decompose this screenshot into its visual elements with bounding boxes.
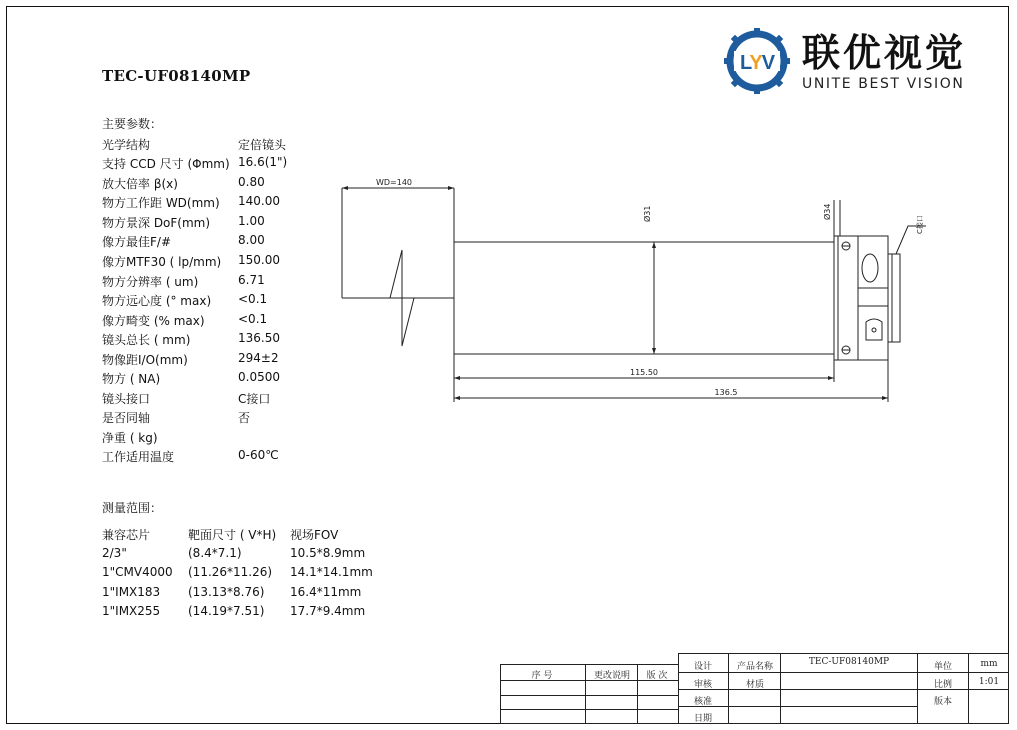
title-block-rev-desc: 更改说明 <box>593 671 631 681</box>
svg-text:LYV: LYV <box>739 52 775 74</box>
spec-value: 6.71 <box>238 273 265 287</box>
spec-label: 镜头总长 ( mm) <box>102 333 191 347</box>
lock-screw <box>866 319 882 340</box>
flange-diameter-label: Ø34 <box>823 203 832 220</box>
measurement-cell: 1"IMX183 <box>102 585 161 599</box>
spec-value: 150.00 <box>238 253 280 267</box>
measurement-cell: 1"CMV4000 <box>102 565 173 579</box>
spec-value: 136.50 <box>238 331 280 345</box>
spec-value: <0.1 <box>238 292 268 306</box>
title-block-date: 日期 <box>693 714 713 724</box>
spec-label: 物方 ( NA) <box>102 372 161 386</box>
spec-value: 定倍镜头 <box>238 138 287 152</box>
measurement-cell: (11.26*11.26) <box>188 565 273 579</box>
spec-label: 净重 ( kg) <box>102 431 158 445</box>
measurement-header: 靶面尺寸 ( V*H) <box>188 528 277 542</box>
wd-label: WD=140 <box>375 178 413 187</box>
spec-label: 是否同轴 <box>102 411 151 425</box>
measurement-cell: 1"IMX255 <box>102 604 161 618</box>
c-mount-thread <box>888 254 900 342</box>
title-block-version-label: 版本 <box>933 697 953 707</box>
measurement-header: 视场FOV <box>290 528 339 542</box>
spec-label: 像方MTF30 ( lp/mm) <box>102 255 222 269</box>
spec-label: 工作适用温度 <box>102 450 175 464</box>
spec-label: 物方远心度 (° max) <box>102 294 212 308</box>
logo-english-name: UNITE BEST VISION <box>802 76 965 92</box>
title-block-rev-seq: 序 号 <box>531 671 553 681</box>
mount-label: C接口 <box>916 215 924 234</box>
measurement-cell: 17.7*9.4mm <box>290 604 366 618</box>
title-block-design: 设计 <box>693 662 713 672</box>
model-title: TEC-UF08140MP <box>102 67 251 85</box>
spec-label: 物方分辨率 ( um) <box>102 275 199 289</box>
company-logo <box>720 26 990 96</box>
measurement-cell: 16.4*11mm <box>290 585 362 599</box>
spec-label: 像方最佳F/# <box>102 235 172 249</box>
spec-value: 0.0500 <box>238 370 280 384</box>
measurement-cell: 14.1*14.1mm <box>290 565 373 579</box>
measurement-cell: (8.4*7.1) <box>188 546 242 560</box>
spec-value: 否 <box>238 411 251 425</box>
adjust-ring <box>862 254 878 282</box>
spec-label: 镜头接口 <box>102 392 151 406</box>
lens-technical-drawing <box>330 170 930 410</box>
spec-value: 1.00 <box>238 214 265 228</box>
specs-heading: 主要参数： <box>102 117 163 131</box>
title-block-product-name-label: 产品名称 <box>736 662 774 672</box>
title-block-scale-value: 1:01 <box>978 677 1000 687</box>
spec-label: 像方畸变 (% max) <box>102 314 205 328</box>
spec-value: 140.00 <box>238 194 280 208</box>
title-block-scale-label: 比例 <box>933 680 953 690</box>
measurement-heading: 测量范围： <box>102 501 163 515</box>
spec-value: C接口 <box>238 392 271 406</box>
title-block-rev-ver: 版 次 <box>646 671 668 681</box>
logo-mark-icon <box>720 26 794 96</box>
spec-value: 294±2 <box>238 351 279 365</box>
measurement-cell: 2/3" <box>102 546 127 560</box>
body-diameter-label: Ø31 <box>643 205 652 222</box>
logo-chinese-name: 联优视觉 <box>802 31 967 75</box>
lens-body <box>454 242 834 354</box>
spec-value: 0.80 <box>238 175 265 189</box>
measurement-cell: 10.5*8.9mm <box>290 546 366 560</box>
spec-label: 光学结构 <box>102 138 151 152</box>
title-block-unit-value: mm <box>980 659 998 669</box>
measurement-header: 兼容芯片 <box>102 528 151 542</box>
spec-value: <0.1 <box>238 312 268 326</box>
title-block-product-name: TEC-UF08140MP <box>808 657 890 667</box>
length-136-label: 136.5 <box>714 388 738 397</box>
title-block-unit-label: 单位 <box>933 662 953 672</box>
spec-value: 8.00 <box>238 233 265 247</box>
spec-value: 0-60℃ <box>238 448 279 462</box>
spec-label: 支持 CCD 尺寸 (Φmm) <box>102 157 230 171</box>
measurement-cell: (14.19*7.51) <box>188 604 265 618</box>
spec-label: 放大倍率 β(x) <box>102 177 178 191</box>
spec-label: 物方景深 DoF(mm) <box>102 216 211 230</box>
length-115-label: 115.50 <box>630 368 658 377</box>
spec-label: 物像距I/O(mm) <box>102 353 188 367</box>
spec-label: 物方工作距 WD(mm) <box>102 196 220 210</box>
title-block-material-label: 材质 <box>745 680 765 690</box>
measurement-cell: (13.13*8.76) <box>188 585 265 599</box>
title-block-review: 审核 <box>693 680 713 690</box>
spec-value: 16.6(1") <box>238 155 288 169</box>
title-block-approve: 核准 <box>693 697 713 707</box>
